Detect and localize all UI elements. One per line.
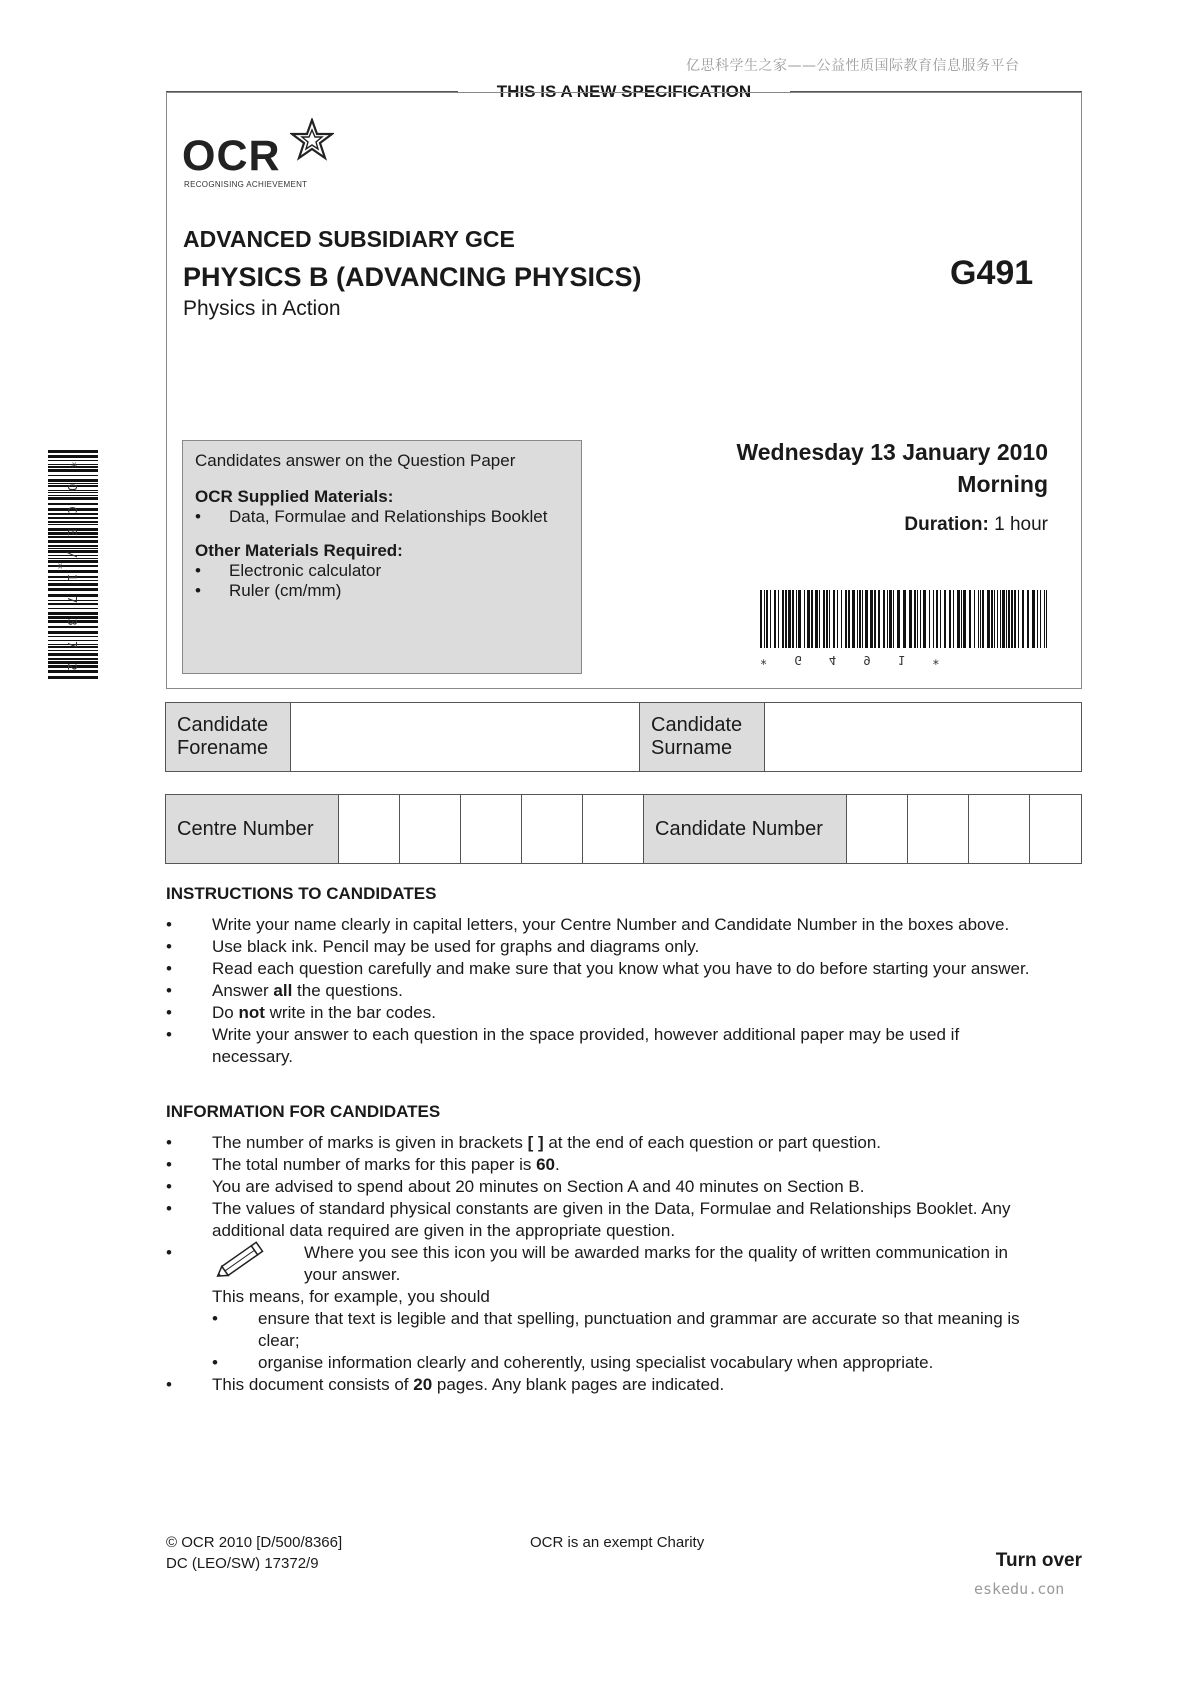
exam-date-block <box>640 436 1048 500</box>
barcode-bar <box>987 590 990 648</box>
barcode-bar <box>883 590 885 648</box>
number-table <box>165 794 1082 864</box>
supplied-item: • Data, Formulae and Relationships Booklet <box>195 507 548 526</box>
barcode-bar <box>920 590 921 648</box>
centre-digit-box[interactable] <box>522 795 583 864</box>
barcode-bar <box>829 590 830 648</box>
barcode-bar <box>862 590 863 648</box>
barcode-caption-vertical: * O C E / 1 7 3 7 2 * <box>51 461 79 675</box>
barcode-bar <box>963 590 966 648</box>
barcode-bar <box>823 590 825 648</box>
barcode-bar <box>826 590 828 648</box>
barcode-bar <box>796 590 797 648</box>
barcode-bar <box>865 590 868 648</box>
forename-field[interactable] <box>291 703 640 772</box>
barcode-bar <box>953 590 954 648</box>
barcode-bar <box>782 590 784 648</box>
subject-title: PHYSICS B (ADVANCING PHYSICS) <box>183 262 642 292</box>
barcode-bar <box>774 590 776 648</box>
barcode-bar <box>974 590 975 648</box>
barcode-bar <box>859 590 861 648</box>
other-item: • Electronic calculator <box>195 561 382 580</box>
barcode-bar <box>815 590 818 648</box>
barcode-bar <box>903 590 906 648</box>
barcode-bar <box>785 590 787 648</box>
barcode-bar <box>909 590 912 648</box>
barcode-bar <box>889 590 892 648</box>
barcode-bar <box>949 590 951 648</box>
barcode-bar <box>1044 590 1045 648</box>
candidate-number-label: Candidate Number <box>644 795 847 864</box>
barcode-bar <box>788 590 791 648</box>
candidate-name-table <box>165 702 1082 772</box>
instructions-heading: INSTRUCTIONS TO CANDIDATES <box>166 884 437 903</box>
barcode-bar <box>991 590 993 648</box>
barcode-bar <box>1037 590 1038 648</box>
unit-title: Physics in Action <box>183 297 341 320</box>
forename-label: Candidate Forename <box>166 703 291 772</box>
copyright: © OCR 2010 [D/500/8366] <box>166 1534 343 1551</box>
barcode-bar <box>1002 590 1005 648</box>
duration-label: Duration: <box>904 514 989 535</box>
other-item: • Ruler (cm/mm) <box>195 581 342 600</box>
surname-label: Candidate Surname <box>640 703 765 772</box>
barcode-bar <box>961 590 962 648</box>
barcode-bar <box>778 590 779 648</box>
barcode-bar <box>1027 590 1029 648</box>
banner-text: THIS IS A NEW SPECIFICATION <box>485 82 763 101</box>
supplied-heading: OCR Supplied Materials: <box>195 487 394 506</box>
barcode-bar <box>819 590 820 648</box>
materials-box <box>182 440 582 674</box>
barcode-bar <box>1000 590 1001 648</box>
star-icon <box>290 118 334 162</box>
barcode-bar <box>893 590 894 648</box>
barcode-bar <box>1046 590 1047 648</box>
candidate-digit-box[interactable] <box>847 795 908 864</box>
barcode-bar <box>764 590 765 648</box>
barcode-bar <box>940 590 941 648</box>
barcode-bar <box>887 590 888 648</box>
qualification-title: ADVANCED SUBSIDIARY GCE <box>183 226 515 252</box>
exam-date: Wednesday 13 January 2010 <box>736 439 1048 465</box>
barcode-bar <box>994 590 995 648</box>
barcode-bar <box>770 590 771 648</box>
barcode-bar <box>852 590 855 648</box>
barcode-bar <box>766 590 768 648</box>
other-heading: Other Materials Required: <box>195 541 403 560</box>
barcode-bar <box>1014 590 1016 648</box>
candidate-digit-box[interactable] <box>908 795 969 864</box>
barcode-bar <box>837 590 838 648</box>
barcode-bar <box>792 590 794 648</box>
answer-note: Candidates answer on the Question Paper <box>195 451 516 470</box>
barcode-bar <box>845 590 847 648</box>
barcode-bar <box>798 590 801 648</box>
barcode-bar <box>997 590 998 648</box>
candidate-barcode <box>48 450 98 685</box>
barcode-bar <box>1008 590 1010 648</box>
barcode-caption: * G 4 9 1 * <box>760 653 950 667</box>
barcode-bar <box>1018 590 1019 648</box>
barcode-bar <box>933 590 934 648</box>
centre-digit-box[interactable] <box>583 795 644 864</box>
barcode-bar <box>874 590 876 648</box>
barcode-bar <box>848 590 850 648</box>
barcode-bar <box>944 590 946 648</box>
barcode-bar <box>969 590 971 648</box>
barcode-bar <box>1040 590 1041 648</box>
barcode-bar <box>878 590 880 648</box>
logo-tagline: RECOGNISING ACHIEVEMENT <box>184 180 308 189</box>
barcode-bar <box>833 590 835 648</box>
barcode-bar <box>807 590 810 648</box>
centre-digit-box[interactable] <box>461 795 522 864</box>
information-heading: INFORMATION FOR CANDIDATES <box>166 1102 441 1121</box>
barcode-bar <box>1022 590 1024 648</box>
charity-note: OCR is an exempt Charity <box>530 1534 705 1551</box>
centre-digit-box[interactable] <box>339 795 400 864</box>
barcode-bars <box>760 590 1050 648</box>
duration <box>640 514 1048 536</box>
barcode-bar <box>1011 590 1013 648</box>
barcode-bar <box>804 590 805 648</box>
barcode-bar <box>923 590 926 648</box>
barcode-bar <box>870 590 873 648</box>
turn-over: Turn over <box>995 1550 1082 1571</box>
document-ref: DC (LEO/SW) 17372/9 <box>166 1555 319 1572</box>
barcode-bar <box>897 590 900 648</box>
barcode-bar <box>929 590 930 648</box>
surname-field[interactable] <box>765 703 1082 772</box>
barcode-bar <box>811 590 813 648</box>
watermark-top: 亿思科学生之家——公益性质国际教育信息服务平台 <box>686 58 1020 74</box>
watermark-bottom: eskedu.con <box>974 1580 1065 1598</box>
ocr-logo <box>182 118 342 192</box>
barcode-bar <box>980 590 981 648</box>
barcode-bar <box>982 590 984 648</box>
paper-code: G491 <box>950 254 1034 292</box>
duration-value: 1 hour <box>994 514 1048 535</box>
barcode-bar <box>957 590 960 648</box>
barcode-bar <box>841 590 842 648</box>
candidate-digit-box[interactable] <box>1030 795 1082 864</box>
barcode-bar <box>914 590 916 648</box>
barcode-bar <box>760 590 762 648</box>
barcode-bar <box>857 590 858 648</box>
centre-digit-box[interactable] <box>400 795 461 864</box>
exam-session: Morning <box>957 471 1048 497</box>
barcode-bar <box>917 590 918 648</box>
barcode-bar <box>1032 590 1035 648</box>
barcode-bar <box>1006 590 1007 648</box>
candidate-digit-box[interactable] <box>969 795 1030 864</box>
logo-text: OCR <box>182 132 281 180</box>
barcode-bar <box>978 590 979 648</box>
centre-number-label: Centre Number <box>166 795 339 864</box>
paper-barcode <box>760 590 1050 667</box>
barcode-bar <box>936 590 938 648</box>
pencil-icon <box>212 1238 268 1284</box>
